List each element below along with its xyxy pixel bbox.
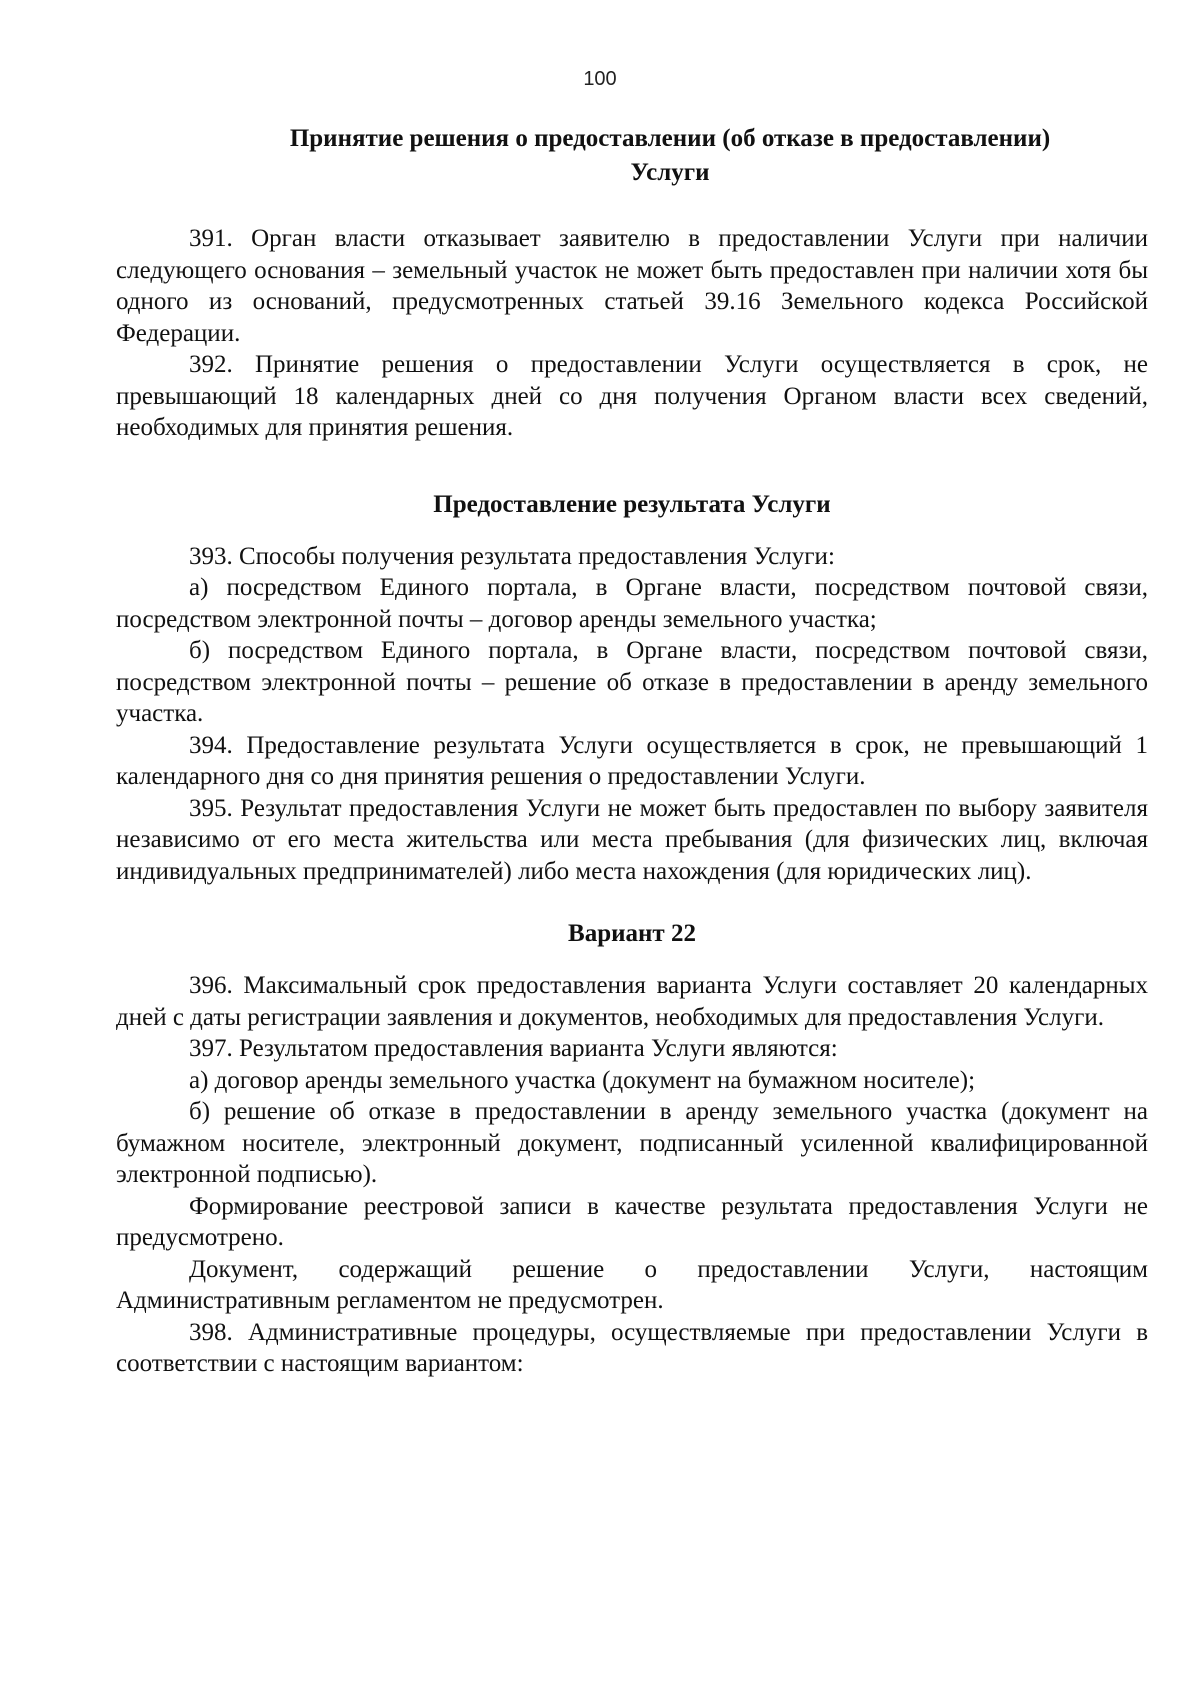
section-title-decision-line1: Принятие решения о предоставлении (об отказе в предоставлении) — [289, 125, 1051, 152]
section-title-variant: Вариант 22 — [568, 920, 696, 947]
section-variant-22 — [116, 917, 1148, 1380]
paragraph-393b: б) посредством Единого портала, в Органе власти, посредством почтовой связи, посредством электронной почты – решение об отказе в предоставлении в аренду земельного участка. — [116, 637, 1148, 727]
paragraph-394: 394. Предоставление результата Услуги осуществляется в срок, не превышающий 1 календарного дня со дня принятия решения о предоставлении Услуги. — [116, 731, 1148, 790]
paragraph-391: 391. Орган власти отказывает заявителю в предоставлении Услуги при наличии следующего основания – земельный участок не может быть предоставлен при наличии хотя бы одного из оснований, предусмотренных статьей 39.16 Земельного кодекса Российской Федерации. — [116, 225, 1148, 347]
paragraph-398: 398. Административные процедуры, осуществляемые при предоставлении Услуги в соответствии с настоящим вариантом: — [116, 1318, 1148, 1377]
section-title-result: Предоставление результата Услуги — [433, 490, 831, 518]
paragraph-397b: б) решение об отказе в предоставлении в аренду земельного участка (документ на бумажном носителе, электронный документ, подписанный усиленной квалифицированной электронной подписью). — [116, 1098, 1148, 1188]
section-decision — [116, 122, 1148, 444]
document-body — [116, 122, 1148, 1380]
paragraph-document: Документ, содержащий решение о предоставлении Услуги, настоящим Административным регламентом не предусмотрен. — [116, 1255, 1148, 1314]
paragraph-397a: а) договор аренды земельного участка (документ на бумажном носителе); — [189, 1066, 976, 1094]
paragraph-396: 396. Максимальный срок предоставления варианта Услуги составляет 20 календарных дней с даты регистрации заявления и документов, необходимых для предоставления Услуги. — [116, 972, 1148, 1031]
section-title-decision-line2: Услуги — [630, 159, 710, 186]
paragraph-397: 397. Результатом предоставления варианта Услуги являются: — [189, 1035, 838, 1062]
paragraph-393: 393. Способы получения результата предоставления Услуги: — [189, 542, 835, 570]
section-result — [116, 488, 1148, 888]
paragraph-registry: Формирование реестровой записи в качестве результата предоставления Услуги не предусмотрено. — [116, 1192, 1148, 1251]
paragraph-395: 395. Результат предоставления Услуги не может быть предоставлен по выбору заявителя независимо от его места жительства или места пребывания (для физических лиц, включая индивидуальных предпринимателей) либо места нахождения (для юридических лиц). — [116, 794, 1148, 885]
page-number: 100 — [583, 68, 617, 90]
paragraph-393a: а) посредством Единого портала, в Органе власти, посредством почтовой связи, посредством электронной почты – договор аренды земельного участка; — [116, 574, 1148, 633]
paragraph-392: 392. Принятие решения о предоставлении Услуги осуществляется в срок, не превышающий 18 календарных дней со дня получения Органом власти всех сведений, необходимых для принятия решения. — [116, 351, 1148, 441]
